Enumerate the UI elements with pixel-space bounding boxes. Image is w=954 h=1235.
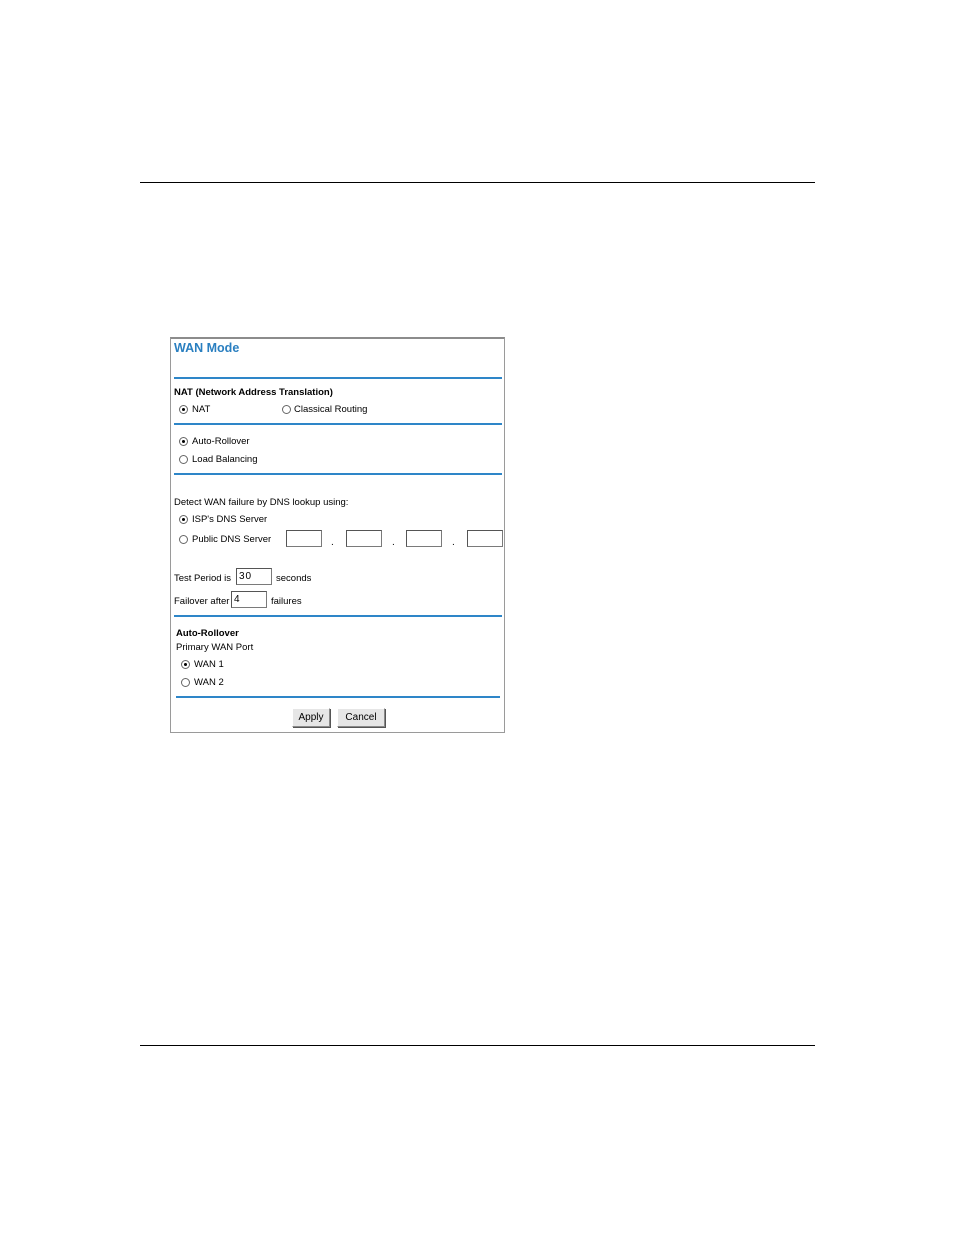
ip-dot-2: .	[392, 537, 395, 548]
ip-dot-3: .	[452, 537, 455, 548]
load-balancing-radio-label: Load Balancing	[192, 454, 258, 465]
nat-radio-label: NAT	[192, 404, 211, 415]
wan2-radio-label: WAN 2	[194, 677, 224, 688]
separator-2	[174, 423, 502, 425]
separator-3	[174, 473, 502, 475]
wan1-radio[interactable]	[181, 660, 190, 669]
failover-input[interactable]: 4	[231, 591, 267, 608]
dns-ip-octet-1[interactable]	[286, 530, 322, 547]
auto-rollover-heading: Auto-Rollover	[176, 628, 239, 639]
panel-title: WAN Mode	[174, 341, 240, 355]
load-balancing-radio[interactable]	[179, 455, 188, 464]
isp-dns-radio[interactable]	[179, 515, 188, 524]
separator-1	[174, 377, 502, 379]
cancel-button[interactable]: Cancel	[337, 708, 385, 727]
wan2-radio[interactable]	[181, 678, 190, 687]
classical-routing-radio[interactable]	[282, 405, 291, 414]
detect-failure-label: Detect WAN failure by DNS lookup using:	[174, 497, 349, 508]
bottom-page-rule	[140, 1045, 815, 1046]
dns-ip-octet-2[interactable]	[346, 530, 382, 547]
failover-unit: failures	[271, 596, 302, 607]
dns-ip-octet-3[interactable]	[406, 530, 442, 547]
primary-wan-port-label: Primary WAN Port	[176, 642, 254, 653]
wan-mode-panel	[170, 337, 505, 733]
classical-routing-radio-label: Classical Routing	[294, 404, 368, 415]
apply-button[interactable]: Apply	[292, 708, 330, 727]
ip-dot-1: .	[331, 537, 334, 548]
dns-ip-octet-4[interactable]	[467, 530, 503, 547]
test-period-label: Test Period is	[174, 573, 232, 584]
nat-radio[interactable]	[179, 405, 188, 414]
nat-section-heading: NAT (Network Address Translation)	[174, 387, 333, 398]
test-period-input[interactable]: 30	[236, 568, 272, 585]
separator-4	[174, 615, 502, 617]
separator-5	[176, 696, 500, 698]
top-page-rule	[140, 182, 815, 183]
wan1-radio-label: WAN 1	[194, 659, 224, 670]
public-dns-radio[interactable]	[179, 535, 188, 544]
public-dns-radio-label: Public DNS Server	[192, 534, 272, 545]
isp-dns-radio-label: ISP's DNS Server	[192, 514, 268, 525]
test-period-unit: seconds	[276, 573, 312, 584]
auto-rollover-radio-label: Auto-Rollover	[192, 436, 250, 447]
failover-label: Failover after	[174, 596, 230, 607]
auto-rollover-radio[interactable]	[179, 437, 188, 446]
